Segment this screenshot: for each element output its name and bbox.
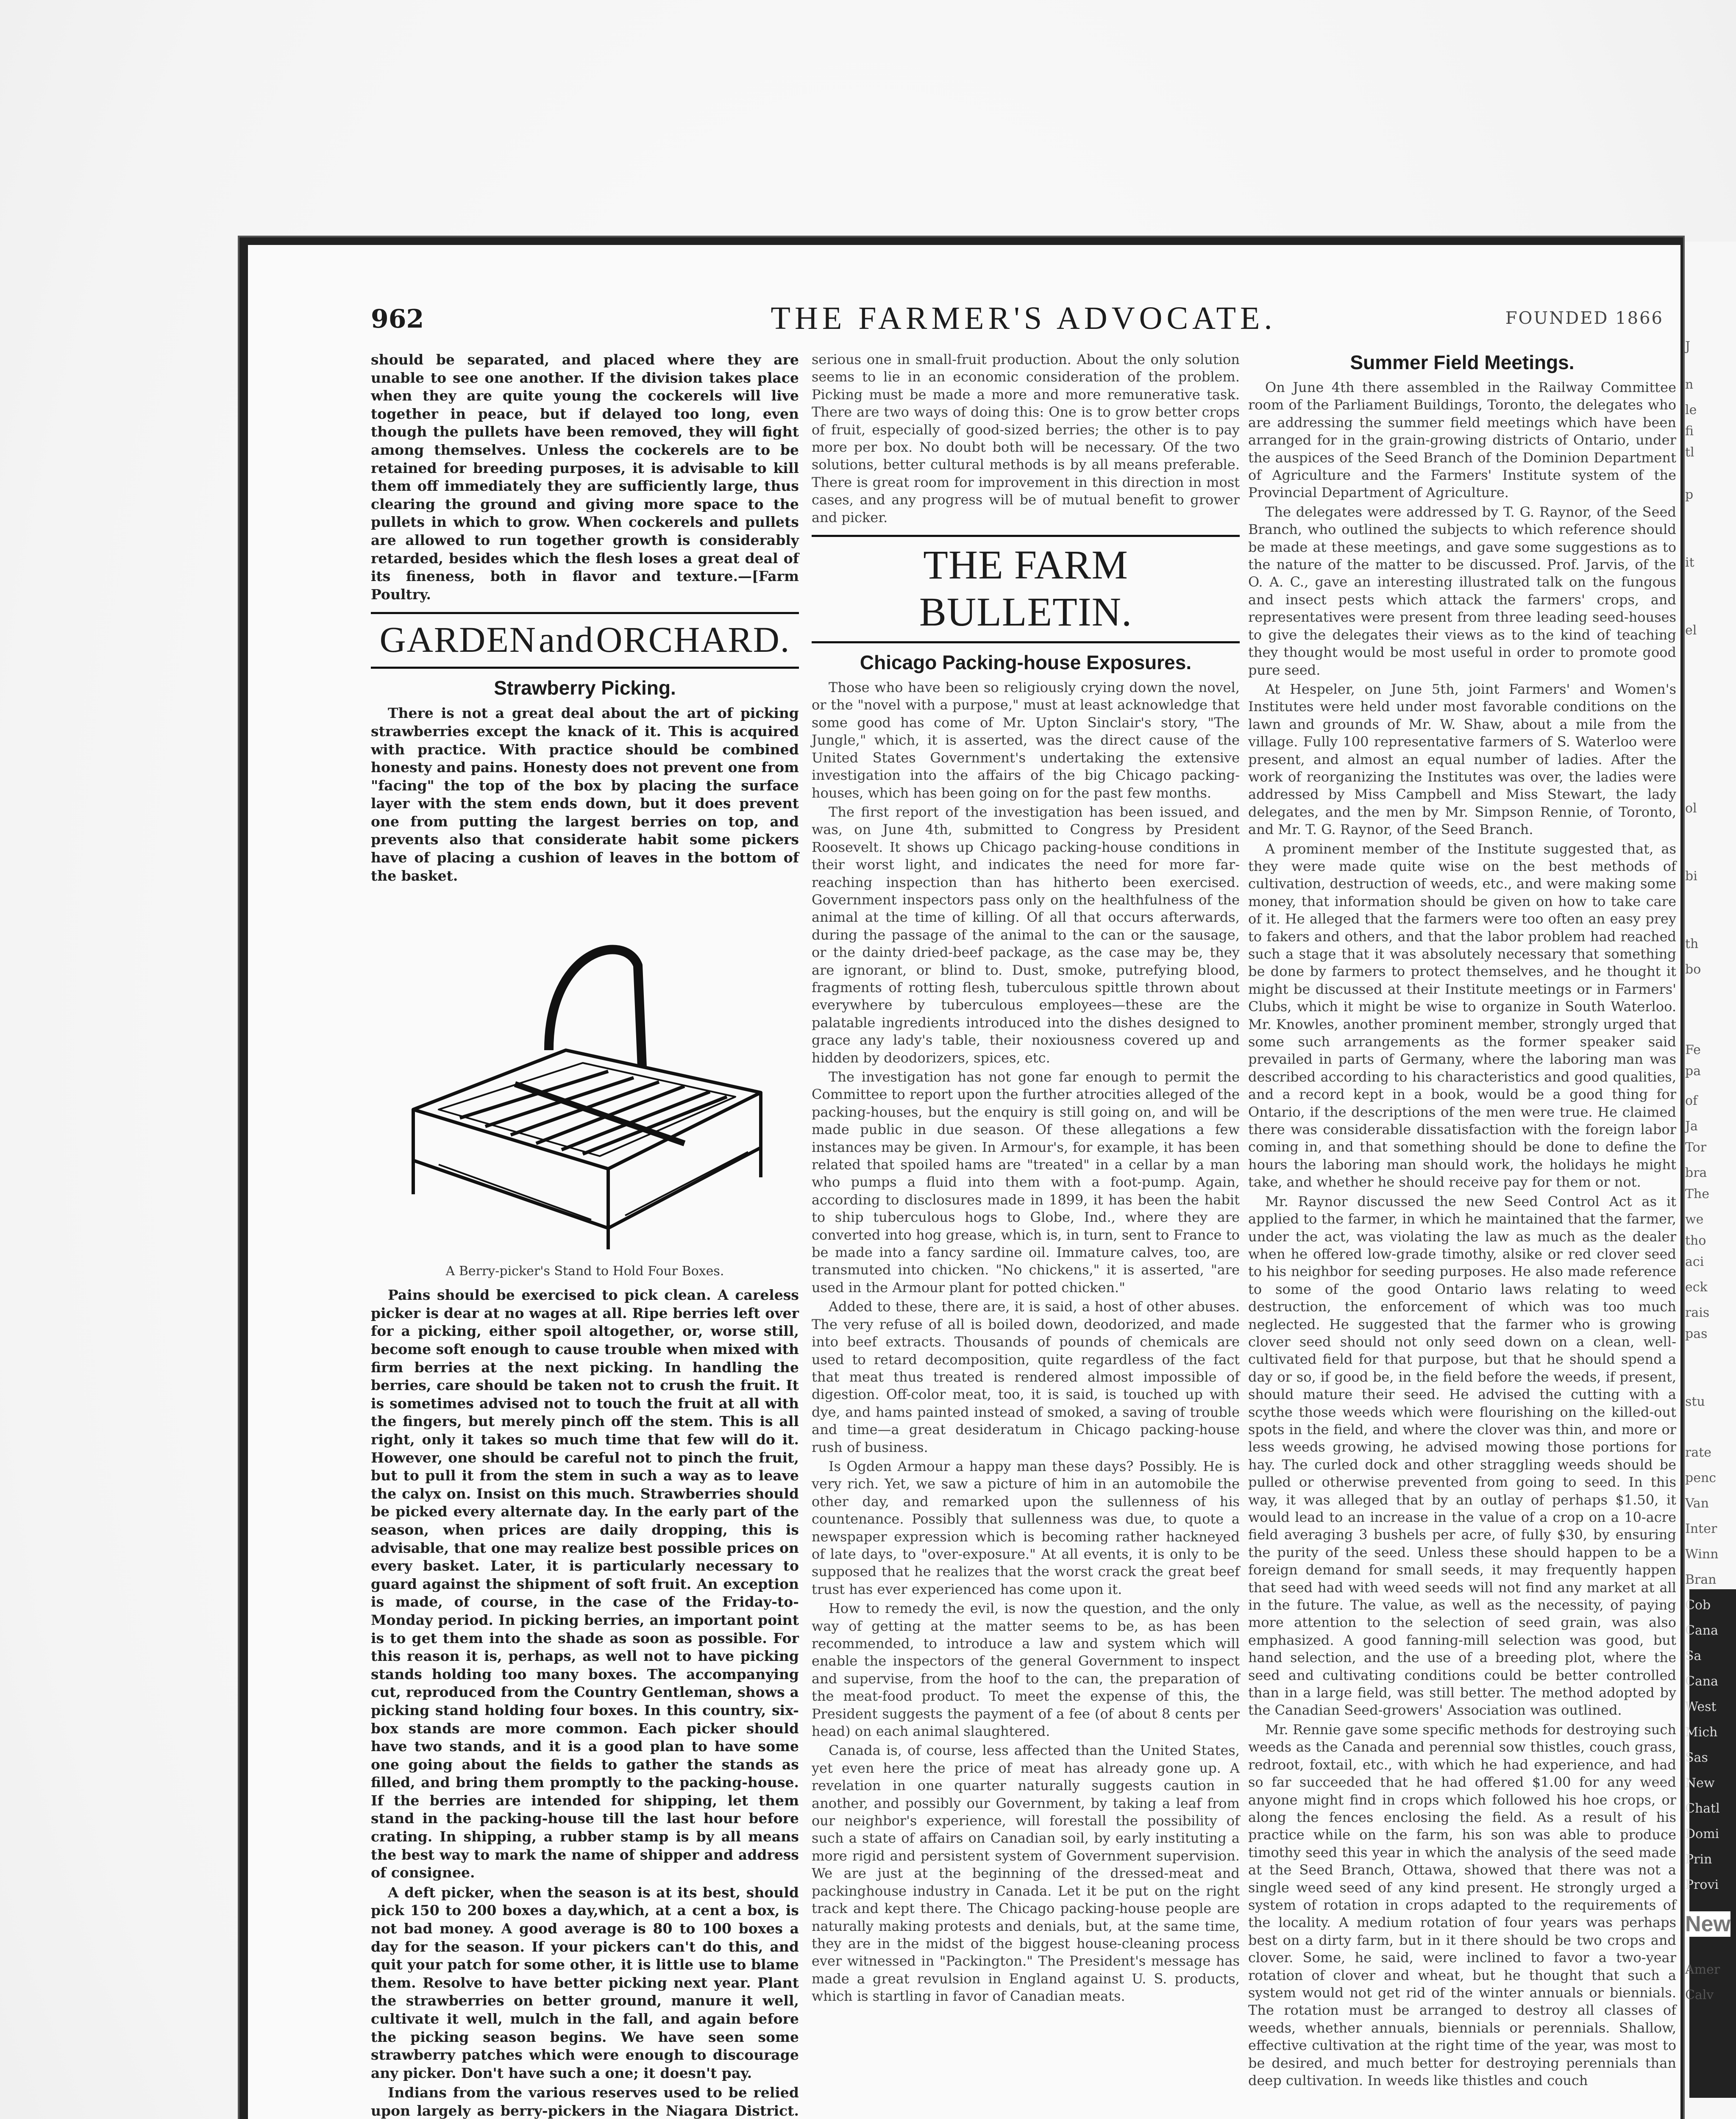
text-paragraph: Added to these, there are, it is said, a host of other abuses. The very refuse of all is boiled down, deodorized, and made into beef extracts. Thousands of pounds of chemicals are used to retard decomposition, quite regardless of the fact that meat thus treated is rendered almost impossible of digestion. Off-color meat, too, it is said, is touched up with dye, and hams painted instead of smoked, a saving of trouble and time—a great desideratum in Chicago packing-house rush of business. bbox=[812, 1299, 1240, 1455]
article-body bbox=[1248, 379, 1676, 2089]
edge-fragment: tho bbox=[1685, 1233, 1706, 1248]
edge-fragment: ol bbox=[1685, 801, 1697, 816]
text-paragraph: should be separated, and placed where they are unable to see one another. If the division takes place when they are quite young the cockerels will live together in peace, but if delayed too long, even though the pullets have been removed, they will fight among themselves. Unless the cockerels are to be retained for breeding purposes, it is advisable to kill them off immediately they are sufficiently large, thus clearing the ground and giving more space to the pullets in which to grow. When cockerels and pullets are allowed to run together growth is considerably retarded, besides which the flesh loses a great deal of its fineness, both in flavor and texture.—[Farm Poultry. bbox=[371, 351, 799, 603]
text-paragraph: How to remedy the evil, is now the question, and the only way of getting at the matter seems to be, as has been recommended, to introduce a law and system which will enable the inspectors of the general Government to inspect and supervise, from the hoof to the can, the preparation of the meat-food product. To meet the expense of this, the President suggests the payment of a fee (of about 8 cents per head) on each animal slaughtered. bbox=[812, 1600, 1240, 1740]
edge-fragment: Amer bbox=[1685, 1962, 1720, 1977]
journal-title: THE FARMER'S ADVOCATE. bbox=[771, 300, 1277, 336]
garden-orchard-banner bbox=[371, 612, 799, 669]
edge-fragment: th bbox=[1685, 937, 1699, 951]
edge-fragment: el bbox=[1685, 623, 1697, 638]
edge-fragment: The bbox=[1685, 1187, 1710, 1201]
text-paragraph: Is Ogden Armour a happy man these days? Possibly. He is very rich. Yet, we saw a picture of him in an automobile the other day, and remarked upon the sullenness of his countenance. Possibly that sullenness was due, to quote a newspaper expression which is becoming rather hackneyed of late days, to "over-exposure." At all events, it is only to be supposed that he realizes that the worst crack the great beef trust has ever experienced has come upon it. bbox=[812, 1458, 1240, 1597]
article-body bbox=[371, 704, 799, 885]
edge-fragment: Winn bbox=[1685, 1547, 1719, 1562]
text-paragraph: The investigation has not gone far enough to permit the Committee to report upon the further atrocities alleged of the packing-houses, but the enquiry is still going on, and will be made public in due season. Of these allegations a few instances may be given. In Armour's, for example, it has been related that spoiled hams are "treated" in a cellar by a man who pumps a fluid into them with a foot-pump. Again, according to disclosures made in 1899, it has been the habit to ship tuberculous hogs to Globe, Ind., where they are converted into hog grease, which is, in turn, sent to France to be made into a fancy sardine oil. Immature calves, too, are transmuted into chicken. "No chickens," it is asserted, "are used in the Armour plant for potted chicken." bbox=[812, 1069, 1240, 1296]
edge-fragment: Domi bbox=[1685, 1827, 1719, 1841]
edge-fragment: West bbox=[1685, 1699, 1717, 1714]
text-paragraph: Those who have been so religiously crying down the novel, or the "novel with a purpose," must at least acknowledge that some good has come of Mr. Upton Sinclair's story, "The Jungle," which, it is asserted, was the direct cause of the United States Government's undertaking the extensive investigation into the affairs of the big Chicago packing-houses, which has been going on for the past few months. bbox=[812, 679, 1240, 801]
berry-stand-drawing bbox=[388, 889, 782, 1254]
banner-word-garden: GARDEN bbox=[379, 619, 537, 660]
column-left bbox=[371, 351, 799, 2119]
edge-fragment: Prin bbox=[1685, 1852, 1712, 1867]
article-title: Chicago Packing-house Exposures. bbox=[860, 651, 1192, 674]
edge-fragment: New bbox=[1685, 1776, 1715, 1791]
page-number: 962 bbox=[371, 304, 424, 334]
illustration-caption: A Berry-picker's Stand to Hold Four Boxes. bbox=[445, 1264, 724, 1279]
newspaper-page bbox=[239, 237, 1683, 2119]
edge-fragment: bo bbox=[1685, 962, 1701, 977]
edge-fragment: of bbox=[1685, 1093, 1698, 1108]
founded-note: FOUNDED 1866 bbox=[1505, 309, 1664, 328]
text-paragraph: Mr. Raynor discussed the new Seed Control Act as it applied to the farmer, in which he maintained that the farmer, under the act, was violating the law as much as the dealer when he offered low-grade timothy, alsike or red clover seed to his neighbor for seeding purposes. He also made reference to some of the good Ontario laws relating to weed destruction, the enforcement of which was too much neglected. He suggested that the farmer who is growing clover seed should not only seed down on a clean, well-cultivated field for that purpose, but that he should spend a day or so, if good be, in the field before the weeds, if present, should mature their seed. He advised the cutting with a scythe those weeds which were flourishing on the killed-out spots in the field, and where the clover was thin, and more or less weeds growing, he advised mowing those portions for hay. The curled dock and other straggling weeds should be pulled or otherwise prevented from going to seed. In this way, it was alleged that by an outlay of perhaps $1.50, it would lead to an increase in the value of a crop on a 10-acre field averaging 3 bushels per acre, of fully $30, by ensuring the purity of the seed. Unless these should happen to be a foreign demand for small seeds, it may frequently happen that seed had with weed seeds will not find any market at all in the future. The value, as well as the necessity, of paying more attention to the selection of seed grain, was also emphasized. A good fanning-mill selection was good, but hand selection, and the use of a breeding plot, where the seed and cultivating conditions could be better controlled than in a large field, was still better. The method adopted by the Canadian Seed-growers' Association was outlined. bbox=[1248, 1193, 1676, 1719]
edge-fragment: penc bbox=[1685, 1471, 1717, 1485]
edge-fragment: Tor bbox=[1685, 1140, 1707, 1155]
text-paragraph: Indians from the various reserves used to be relied upon largely as berry-pickers in the Niagara District. bbox=[371, 2084, 799, 2119]
text-paragraph: There is not a great deal about the art of picking strawberries except the knack of it. This is acquired with practice. With practice should be combined honesty and pains. Honesty does not prevent one from "facing" the top of the box by placing the surface layer with the stem ends down, but it does prevent one from putting the largest berries on top, and prevents also that considerate habit some pickers have of placing a cushion of leaves in the bottom of the basket. bbox=[371, 705, 799, 884]
edge-fragment: Cob bbox=[1685, 1598, 1711, 1613]
edge-fragment: Inter bbox=[1685, 1521, 1717, 1536]
text-paragraph: Pains should be exercised to pick clean. A careless picker is dear at no wages at all. Ripe berries left over for a picking, either spoil altogether, or, worse still, become soft enough to cause trouble when mixed with firm berries at the next picking. In handling the berries, care should be taken not to crush the fruit. It is sometimes advised not to touch the fruit at all with the fingers, but merely pinch off the stem. This is all right, only it takes so much time that few will do it. However, one should be careful not to pinch the fruit, but to pull it from the stem in such a way as to leave the calyx on. Insist on this much. Strawberries should be picked every alternate day. In the early part of the season, when prices are daily dropping, this is advisable, that one may realize best possible prices on every basket. Later, it is particularly necessary to guard against the shipment of soft fruit. An exception is made, of course, in the case of the Friday-to-Monday period. In picking berries, an important point is to get them into the shade as soon as possible. For this reason it is, perhaps, as well not to have picking stands holding too many boxes. The accompanying cut, reproduced from the Country Gentleman, shows a picking stand holding four boxes. In this country, six-box stands are more common. Each picker should have two stands, and it is a good plan to have some one going about the fields to gather the stands as filled, and bring them promptly to the packing-house. If the berries are intended for shipping, let them stand in the packing-house till the last hour before crating. In shipping, a rubber stamp is by all means the best way to mark the name of shipper and address of consignee. bbox=[371, 1287, 799, 1881]
text-paragraph: At Hespeler, on June 5th, joint Farmers' and Women's Institutes were held under most favorable conditions on the lawn and grounds of Mr. W. Shaw, about a mile from the village. Fully 100 representative farmers of S. Waterloo were present, and almost an equal number of ladies. After the work of reorganizing the Institutes was over, the ladies were addressed by Miss Campbell and Miss Stewart, the lady delegates, and the men by Mr. Simpson Rennie, of Toronto, and Mr. T. G. Raynor, of the Seed Branch. bbox=[1248, 681, 1676, 838]
text-paragraph: On June 4th there assembled in the Railway Committee room of the Parliament Buildings, Toronto, the delegates who are addressing the summer field meetings which have been arranged for in the grain-growing districts of Ontario, under the auspices of the Seed Branch of the Dominion Department of Agriculture and the Farmers' Institute system of the Provincial Department of Agriculture. bbox=[1248, 379, 1676, 501]
edge-fragment: pas bbox=[1685, 1326, 1708, 1341]
berry-stand-illustration bbox=[371, 889, 799, 1262]
edge-fragment: it bbox=[1685, 555, 1694, 570]
edge-fragment: Sa bbox=[1685, 1649, 1702, 1663]
edge-fragment: bra bbox=[1685, 1165, 1707, 1180]
edge-fragment: rate bbox=[1685, 1445, 1712, 1460]
edge-fragment: aci bbox=[1685, 1254, 1704, 1269]
column-right bbox=[1248, 351, 1676, 2091]
edge-fragment: Cana bbox=[1685, 1623, 1719, 1638]
edge-fragment: pa bbox=[1685, 1064, 1701, 1079]
text-paragraph: The delegates were addressed by T. G. Raynor, of the Seed Branch, who outlined the subjects to which reference should be made at these meetings, and gave some suggestions as to the nature of the matter to be discussed. Prof. Jarvis, of the O. A. C., gave an interesting illustrated talk on the fungous and insect pests which attack the farmers' crops, and representatives were present from three leading seed-houses to give the delegates their views as to the kind of teaching they thought would be most useful in order to promote good pure seed. bbox=[1248, 503, 1676, 678]
edge-fragment: bi bbox=[1685, 869, 1697, 884]
edge-fragment: Mich bbox=[1685, 1725, 1718, 1740]
edge-fragment: fi bbox=[1685, 424, 1694, 439]
edge-fragment: Van bbox=[1685, 1496, 1709, 1511]
edge-fragment: Cana bbox=[1685, 1674, 1719, 1689]
article-body bbox=[812, 679, 1240, 2005]
text-paragraph: Canada is, of course, less affected than the United States, yet even here the price of meat has already gone up. A revelation in one quarter naturally suggests caution in another, and possibly our Government, by taking a leaf from our neighbor's experience, will forestall the possibility of such a state of affairs on Canadian soil, by early instituting a more rigid and persistent system of Government supervision. We are just at the beginning of the dressed-meat and packinghouse industry in Canada. Let it be put on the right track and kept there. The Chicago packing-house people are naturally making protests and denials, but, at the same time, they are in the midst of the biggest house-cleaning process ever witnessed in "Packington." The President's message has made a great revulsion in England against U. S. products, which is startling in favor of Canadian meats. bbox=[812, 1742, 1240, 2005]
poultry-article-end bbox=[371, 351, 799, 603]
strawberry-article-end bbox=[812, 351, 1240, 526]
farm-bulletin-banner bbox=[812, 535, 1240, 643]
edge-fragment: p bbox=[1685, 487, 1694, 502]
article-title: Summer Field Meetings. bbox=[1350, 351, 1575, 373]
text-paragraph: Mr. Rennie gave some specific methods for destroying such weeds as the Canada and perennial sow thistles, couch grass, redroot, foxtail, etc., with which he had experience, and had so far succeeded that he had offered $1.00 for any weed anyone might find in crops which followed his hoe crops, or along the fences enclosing the field. As a result of his practice while on the farm, his son was able to produce timothy seed this year in which the analysis of the seed made at the Seed Branch, Ottawa, showed that there was not a single weed seed of any kind present. He strongly urged a system of rotation in crops adapted to the requirements of the locality. A medium rotation of four years was perhaps best on a dirty farm, but in it there should be two crops and clover. Some, he said, were inclined to favor a two-year rotation of clover and wheat, but he thought that such a system would not get rid of the winter annuals or biennials. The rotation must be arranged to destroy all classes of weeds, whether annuals, biennials or perennials. Shallow, effective cultivation at the right time of the year, was most to be desired, and much better for destroying perennials than deep cultivation. In weeds like thistles and couch bbox=[1248, 1721, 1676, 2088]
edge-fragment: Fe bbox=[1685, 1043, 1701, 1057]
edge-fragment: Chatl bbox=[1685, 1801, 1720, 1816]
edge-fragment: eck bbox=[1685, 1280, 1708, 1295]
edge-fragment: Provi bbox=[1685, 1877, 1719, 1892]
banner-word-orchard: ORCHARD. bbox=[596, 619, 790, 660]
edge-fragment: rais bbox=[1685, 1305, 1710, 1320]
edge-fragment: tl bbox=[1685, 445, 1694, 460]
banner-farm-bulletin: THE FARM BULLETIN. bbox=[919, 542, 1132, 635]
adjacent-page-shadow bbox=[1689, 1589, 1736, 2098]
page-header bbox=[371, 300, 1676, 338]
edge-heading-fragment: New bbox=[1685, 1912, 1730, 1936]
article-title: Strawberry Picking. bbox=[494, 677, 676, 699]
text-paragraph: A deft picker, when the season is at its best, should pick 150 to 200 boxes a day,which, at a cent a box, is not bad money. A good average is 80 to 100 boxes a day for the season. If your pickers can't do this, and quit your patch for some other, it is little use to blame them. Resolve to have better picking next year. Plant the strawberries on better ground, manure it well, cultivate it well, mulch in the fall, and again before the picking season begins. We have seen some strawberry patches which were enough to discourage any picker. Don't have such a one; it doesn't pay. bbox=[371, 1884, 799, 2081]
edge-fragment: Calv bbox=[1685, 1988, 1714, 2002]
edge-fragment: J bbox=[1685, 339, 1691, 354]
edge-fragment: Ja bbox=[1685, 1119, 1698, 1134]
edge-fragment: stu bbox=[1685, 1394, 1705, 1409]
edge-fragment: Sas bbox=[1685, 1750, 1708, 1765]
edge-fragment: n bbox=[1685, 377, 1694, 392]
banner-word-and: and bbox=[539, 619, 594, 660]
text-paragraph: A prominent member of the Institute suggested that, as they were made quite wise on the best methods of cultivation, destruction of weeds, etc., and were making some money, that information should be given on how to take care of it. He alleged that the farmers were too often an easy prey to fakers and others, and that the labor problem had reached such a stage that it was absolutely necessary that something be done by farmers to protect themselves, and he thought it might be discussed at their Institute meetings or in Farmers' Clubs, which it might be wise to organize in South Waterloo. Mr. Knowles, another prominent member, strongly urged that some such arrangements as the former speaker said prevailed in parts of Germany, where the laboring man was described according to his characteristics and good qualities, and a record kept in a book, would be a good thing for Ontario, if the descriptions of the men were true. He claimed there was considerable dissatisfaction with the foreign labor coming in, and that something should be done to define the hours the laboring man should work, the holidays he might take, and whether he should receive pay for them or not. bbox=[1248, 840, 1676, 1190]
edge-fragment: Bran bbox=[1685, 1572, 1717, 1587]
text-paragraph: serious one in small-fruit production. About the only solution seems to lie in an economic consideration of the problem. Picking must be made a more and more remunerative task. There are two ways of doing this: One is to grow better crops of fruit, especially of good-sized berries; the other is to pay more per box. No doubt both will be necessary. Of the two solutions, better cultural methods is by all means preferable. There is great room for improvement in this direction in most cases, and any progress will be of mutual benefit to grower and picker. bbox=[812, 351, 1240, 526]
edge-fragment: le bbox=[1685, 403, 1697, 417]
column-middle bbox=[812, 351, 1240, 2007]
article-body-continued bbox=[371, 1286, 799, 2119]
edge-fragment: we bbox=[1685, 1212, 1704, 1227]
text-paragraph: The first report of the investigation has been issued, and was, on June 4th, submitted to Congress by President Roosevelt. It shows up Chicago packing-house conditions in their worst light, and indicates the need for more far-reaching inspection than has hitherto been exercised. Government inspectors pass only on the healthfulness of the animal at the time of killing. Of all that occurs afterwards, during the passage of the animal to the can or the sausage, or the dainty dried-beef package, as the case may be, they are ignorant, or blind to. Dust, smoke, putrefying blood, fragments of rotting flesh, tuberculous spittle thrown about everywhere by tuberculous employees—these are the palatable ingredients introduced into the dishes designed to grace any lady's table, their noxiousness covered up and hidden by deodorizers, spices, etc. bbox=[812, 804, 1240, 1066]
